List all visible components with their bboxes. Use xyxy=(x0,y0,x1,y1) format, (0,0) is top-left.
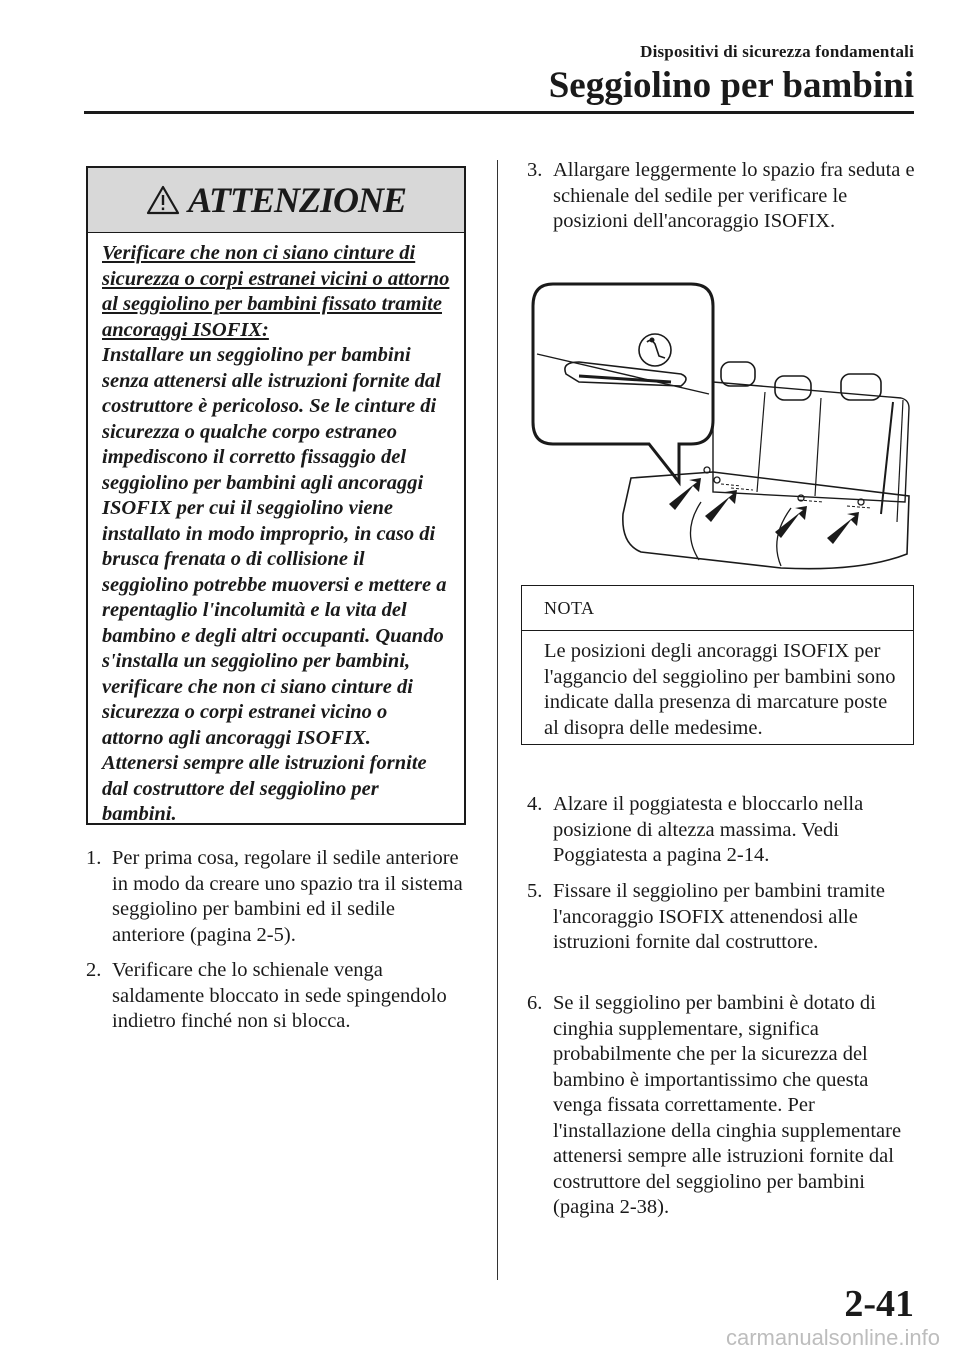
page-title: Seggiolino per bambini xyxy=(548,65,914,106)
warning-body xyxy=(88,233,464,828)
step-number: 6. xyxy=(527,992,543,1014)
step-number: 2. xyxy=(86,959,102,981)
column-divider xyxy=(497,160,498,1280)
step-number: 4. xyxy=(527,793,543,815)
step-number: 5. xyxy=(527,880,543,902)
step-2 xyxy=(86,958,470,1035)
note-title: NOTA xyxy=(522,586,913,631)
step-text: Fissare il seggiolino per bambini tramite l'ancoraggio ISOFIX attenendosi alle istruzioni fornite dal costruttore. xyxy=(553,880,885,953)
step-1 xyxy=(86,846,470,948)
step-text: Se il seggiolino per bambini è dotato di cinghia supplementare, significa probabilmente che per la sicurezza del bambino è importantissimo che questa venga fissata correttamente. Per l'installazione della cinghia supplementare attenersi sempre alle istruzioni fornite dal costruttore del seggiolino per bambini (pagina 2-38). xyxy=(553,992,902,1218)
isofix-seat-illustration xyxy=(531,282,914,582)
warning-header xyxy=(88,168,464,233)
note-box xyxy=(521,585,914,745)
note-text: Le posizioni degli ancoraggi ISOFIX per l'aggancio del seggiolino per bambini sono indicate dalla presenza di marcature poste al disopra delle medesime. xyxy=(544,640,896,739)
step-6 xyxy=(527,991,917,1221)
step-number: 1. xyxy=(86,847,102,869)
page-number: 2-41 xyxy=(844,1283,914,1325)
warning-text: Installare un seggiolino per bambini senza attenersi alle istruzioni fornite dal costruttore è pericoloso. Se le cinture di sicurezza o qualche corpo estraneo impediscono il corretto fissaggio del seggiolino per bambini agli ancoraggi ISOFIX per cui il seggiolino viene installato in modo improprio, in caso di brusca frenata o di collisione il seggiolino potrebbe muoversi e mettere a repentaglio l'incolumità e la vita del bambino e degli altri occupanti. Quando s'installa un seggiolino per bambini, verificare che non ci siano cinture di sicurezza o corpi estranei vicino o attorno agli ancoraggi ISOFIX. Attenersi sempre alle istruzioni fornite dal costruttore del seggiolino per bambini. xyxy=(102,344,447,825)
step-text: Allargare leggermente lo spazio fra seduta e schienale del sedile per verificare le posizioni dell'ancoraggio ISOFIX. xyxy=(553,159,915,232)
step-text: Per prima cosa, regolare il sedile anteriore in modo da creare uno spazio tra il sistema seggiolino per bambini ed il sedile anteriore (pagina 2-5). xyxy=(112,847,463,946)
warning-box xyxy=(86,166,466,825)
step-4 xyxy=(527,792,917,869)
step-5 xyxy=(527,879,917,956)
step-number: 3. xyxy=(527,159,543,181)
step-text: Verificare che lo schienale venga saldamente bloccato in sede spingendolo indietro finché non si blocca. xyxy=(112,959,447,1032)
header-rule xyxy=(84,111,914,114)
header-section: Dispositivi di sicurezza fondamentali xyxy=(640,42,914,61)
warning-title: ATTENZIONE xyxy=(187,180,407,220)
step-text: Alzare il poggiatesta e bloccarlo nella posizione di altezza massima. Vedi Poggiatesta a pagina 2-14. xyxy=(553,793,864,866)
warning-lead: Verificare che non ci siano cinture di sicurezza o corpi estranei vicini o attorno al seggiolino per bambini fissato tramite ancoraggi ISOFIX: xyxy=(102,242,450,341)
warning-triangle-icon xyxy=(146,185,180,215)
step-3 xyxy=(527,158,917,235)
watermark: carmanualsonline.info xyxy=(725,1325,940,1350)
